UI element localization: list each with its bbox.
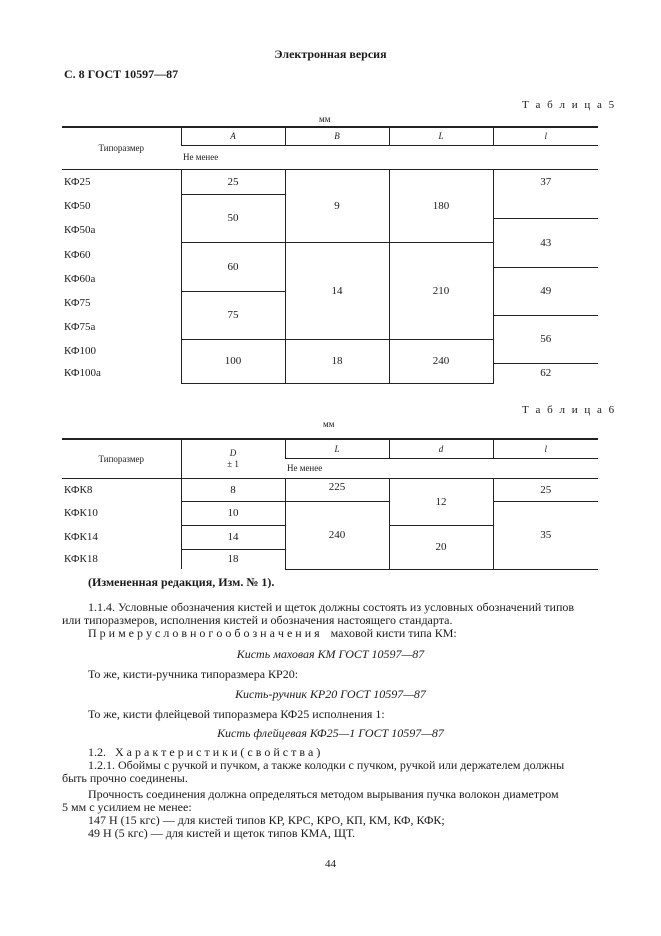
page-number: 44	[325, 858, 336, 870]
amendment-note: (Измененная редакция, Изм. № 1).	[88, 575, 275, 589]
table6-cell-D: 18	[181, 549, 285, 569]
table5-cell-L: 180	[389, 169, 493, 242]
table5-row-name: КФ25	[64, 175, 91, 188]
table6-cell-D: 10	[181, 501, 285, 525]
strength-line1: Прочность соединения должна определяться методом вырывания пучка волокон диаметром	[88, 787, 559, 801]
table6-cell-d: 20	[389, 525, 493, 569]
table6-row-name: КФК8	[64, 483, 93, 496]
table5-header-A: A	[181, 127, 285, 145]
table5-header-l: l	[493, 127, 598, 145]
same-as-1: То же, кисти-ручника типоразмера КР20:	[88, 667, 299, 681]
table5-row-name: КФ100а	[64, 367, 101, 379]
clause-1-1-4-line1: 1.1.4. Условные обозначения кистей и щеток должны состоять из условных обозначений типов	[88, 600, 575, 614]
table6-subheader: Не менее	[285, 458, 598, 478]
table-row	[62, 478, 598, 501]
table5-cell-A: 50	[181, 194, 285, 242]
table5-cell-B: 9	[285, 169, 389, 242]
table5-header-name: Типоразмер	[62, 127, 181, 169]
table6-cell-l: 35	[493, 501, 598, 569]
table-row	[62, 501, 598, 525]
example-heading	[88, 627, 457, 640]
table6-row-name: КФК14	[64, 531, 98, 543]
table5-cell-L: 210	[389, 242, 493, 339]
table5-row-name: КФ100	[64, 345, 97, 357]
table6-cell-d: 12	[389, 478, 493, 525]
table5-row-name: КФ50а	[64, 224, 96, 236]
same-as-2: То же, кисти флейцевой типоразмера КФ25 исполнения 1:	[88, 707, 385, 721]
example-3: Кисть флейцевая КФ25—1 ГОСТ 10597—87	[217, 726, 444, 740]
table5-row-name: КФ50	[64, 200, 91, 212]
table6-cell-L: 225	[285, 478, 389, 501]
table6-header-L: L	[285, 439, 389, 458]
table5-cell-l: 56	[493, 315, 598, 363]
table6-header-d: d	[389, 439, 493, 458]
table6-cell-L: 240	[285, 501, 389, 569]
table5-cell-l: 37	[493, 169, 598, 218]
table6-caption: Т а б л и ц а 6	[522, 404, 617, 416]
table6-header-name: Типоразмер	[62, 439, 181, 478]
version-label: Электронная версия	[274, 47, 387, 61]
example-label: П р и м е р у с л о в н о г о о б о з н а ч е н и я	[88, 626, 320, 640]
table5-caption: Т а б л и ц а 5	[522, 99, 617, 111]
table6-cell-l: 25	[493, 478, 598, 501]
table6-header-D-tolerance: ± 1	[227, 458, 239, 469]
table5-cell-l: 62	[493, 363, 598, 383]
table5-cell-A: 60	[181, 242, 285, 291]
table6-row-name: КФК18	[64, 553, 98, 565]
table5-cell-l: 49	[493, 267, 598, 315]
table5-row-name: КФ60	[64, 248, 91, 261]
section-1-2-title: Х а р а к т е р и с т и к и ( с в о й с т в а )	[115, 745, 321, 759]
table-6	[62, 438, 598, 570]
example-label-rest: маховой кисти типа КМ:	[330, 626, 457, 640]
table5-cell-l: 43	[493, 218, 598, 267]
table6-cell-D: 8	[181, 478, 285, 501]
table5-subheader: Не менее	[181, 145, 598, 169]
page-reference: С. 8 ГОСТ 10597—87	[64, 67, 179, 81]
table5-header-L: L	[389, 127, 493, 145]
table5-unit: мм	[319, 114, 331, 124]
clause-1-2-1-line2: быть прочно соединены.	[62, 771, 188, 785]
table5-header-B: B	[285, 127, 389, 145]
section-1-2-number: 1.2.	[88, 745, 106, 759]
table-5	[62, 126, 598, 384]
table-row	[62, 169, 598, 194]
table5-row-name: КФ75а	[64, 321, 96, 333]
table5-cell-B: 18	[285, 339, 389, 383]
clause-1-2-1-line1: 1.2.1. Обоймы с ручкой и пучком, а также колодки с пучком, ручкой или держателем должны	[88, 758, 565, 772]
force-147: 147 Н (15 кгс) — для кистей типов КР, КРС, КРО, КП, КМ, КФ, КФК;	[88, 813, 445, 827]
table5-row-name: КФ60а	[64, 273, 96, 285]
clause-1-1-4-line2: или типоразмеров, исполнения кистей и обозначения настоящего стандарта.	[62, 613, 453, 627]
strength-line2: 5 мм с усилием не менее:	[62, 800, 192, 814]
table5-row-name: КФ75	[64, 297, 91, 309]
table5-cell-A: 25	[181, 169, 285, 194]
table5-cell-A: 75	[181, 291, 285, 339]
table6-row-name: КФК10	[64, 507, 98, 519]
example-2: Кисть-ручник КР20 ГОСТ 10597—87	[235, 687, 426, 701]
table5-cell-B: 14	[285, 242, 389, 339]
table6-unit: мм	[323, 419, 335, 429]
table6-header-D-label: D	[229, 447, 237, 458]
example-1: Кисть маховая КМ ГОСТ 10597—87	[236, 647, 425, 661]
table6-header-l: l	[493, 439, 598, 458]
table5-cell-L: 240	[389, 339, 493, 383]
table6-header-D	[181, 439, 285, 478]
table6-cell-D: 14	[181, 525, 285, 549]
table5-cell-A: 100	[181, 339, 285, 383]
force-49: 49 Н (5 кгс) — для кистей и щеток типов КМА, ЩТ.	[88, 826, 356, 840]
